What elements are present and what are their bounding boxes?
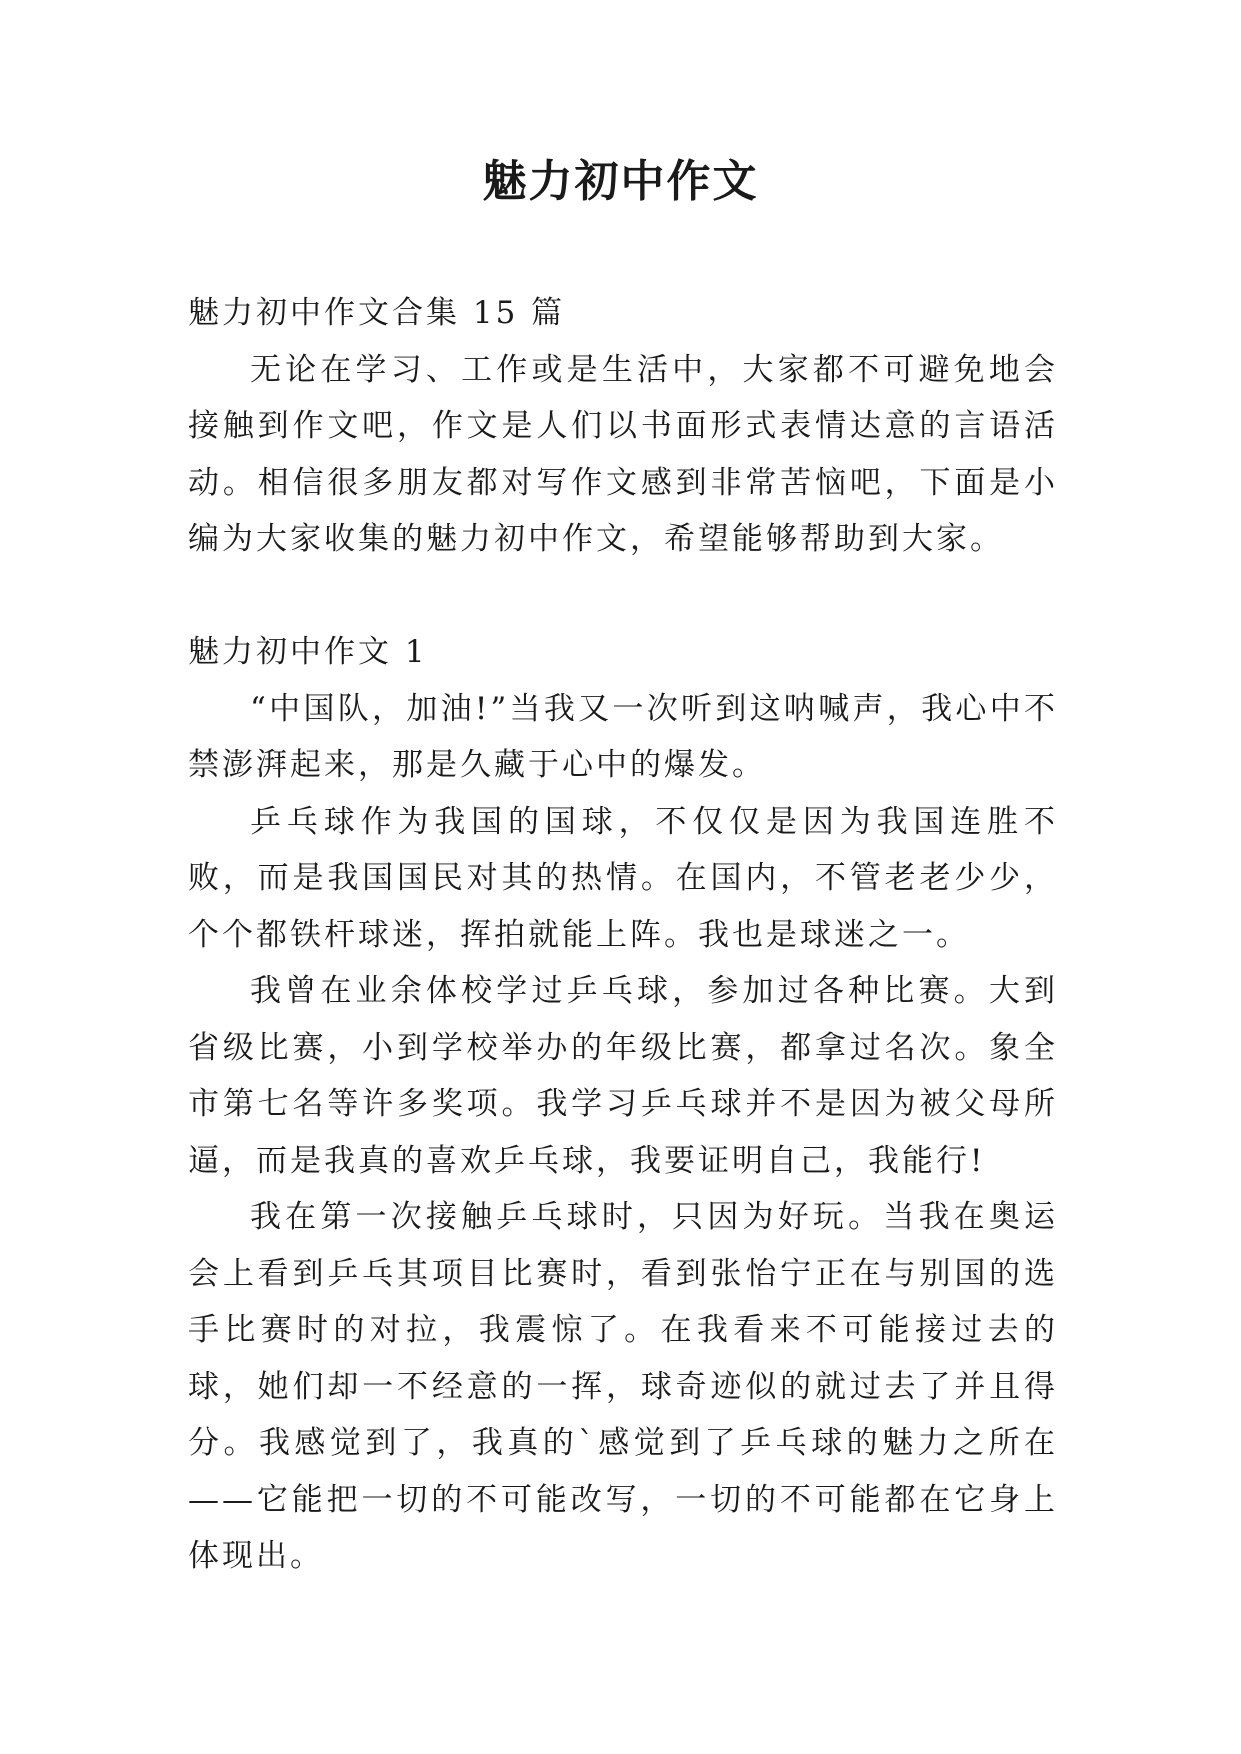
essay-heading: 魅力初中作文 1 <box>188 634 428 670</box>
section-spacer <box>188 568 1058 625</box>
collection-heading: 魅力初中作文合集 15 篇 <box>188 295 566 331</box>
document-title: 魅力初中作文 <box>482 156 759 207</box>
essay-paragraph: 我在第一次接触乒乓球时，只因为好玩。当我在奥运会上看到乒乓其项目比赛时，看到张怡宁正在与别国的选手比赛时的对拉，我震惊了。在我看来不可能接过去的球，她们却一不经意的一挥，球奇迹似的就过去了并且得分。我感觉到了，我真的`感觉到了乒乓球的魅力之所在——它能把一切的不可能改写，一切的不可能都在它身上体现出。 <box>188 1199 1058 1574</box>
intro-paragraph: 无论在学习、工作或是生活中，大家都不可避免地会接触到作文吧，作文是人们以书面形式表情达意的言语活动。相信很多朋友都对写作文感到非常苦恼吧，下面是小编为大家收集的魅力初中作文，希望能够帮助到大家。 <box>188 351 1058 557</box>
essay-paragraph: 乒乓球作为我国的国球，不仅仅是因为我国连胜不败，而是我国国民对其的热情。在国内，不管老老少少，个个都铁杆球迷，挥拍就能上阵。我也是球迷之一。 <box>188 803 1058 953</box>
essay-paragraph: “中国队，加油!”当我又一次听到这呐喊声，我心中不禁澎湃起来，那是久藏于心中的爆发。 <box>188 690 1058 783</box>
essay-paragraph: 我曾在业余体校学过乒乓球，参加过各种比赛。大到省级比赛，小到学校举办的年级比赛，都拿过名次。象全市第七名等许多奖项。我学习乒乓球并不是因为被父母所逼，而是我真的喜欢乒乓球，我要证明自己，我能行! <box>188 973 1058 1179</box>
document-body <box>188 285 1058 1585</box>
